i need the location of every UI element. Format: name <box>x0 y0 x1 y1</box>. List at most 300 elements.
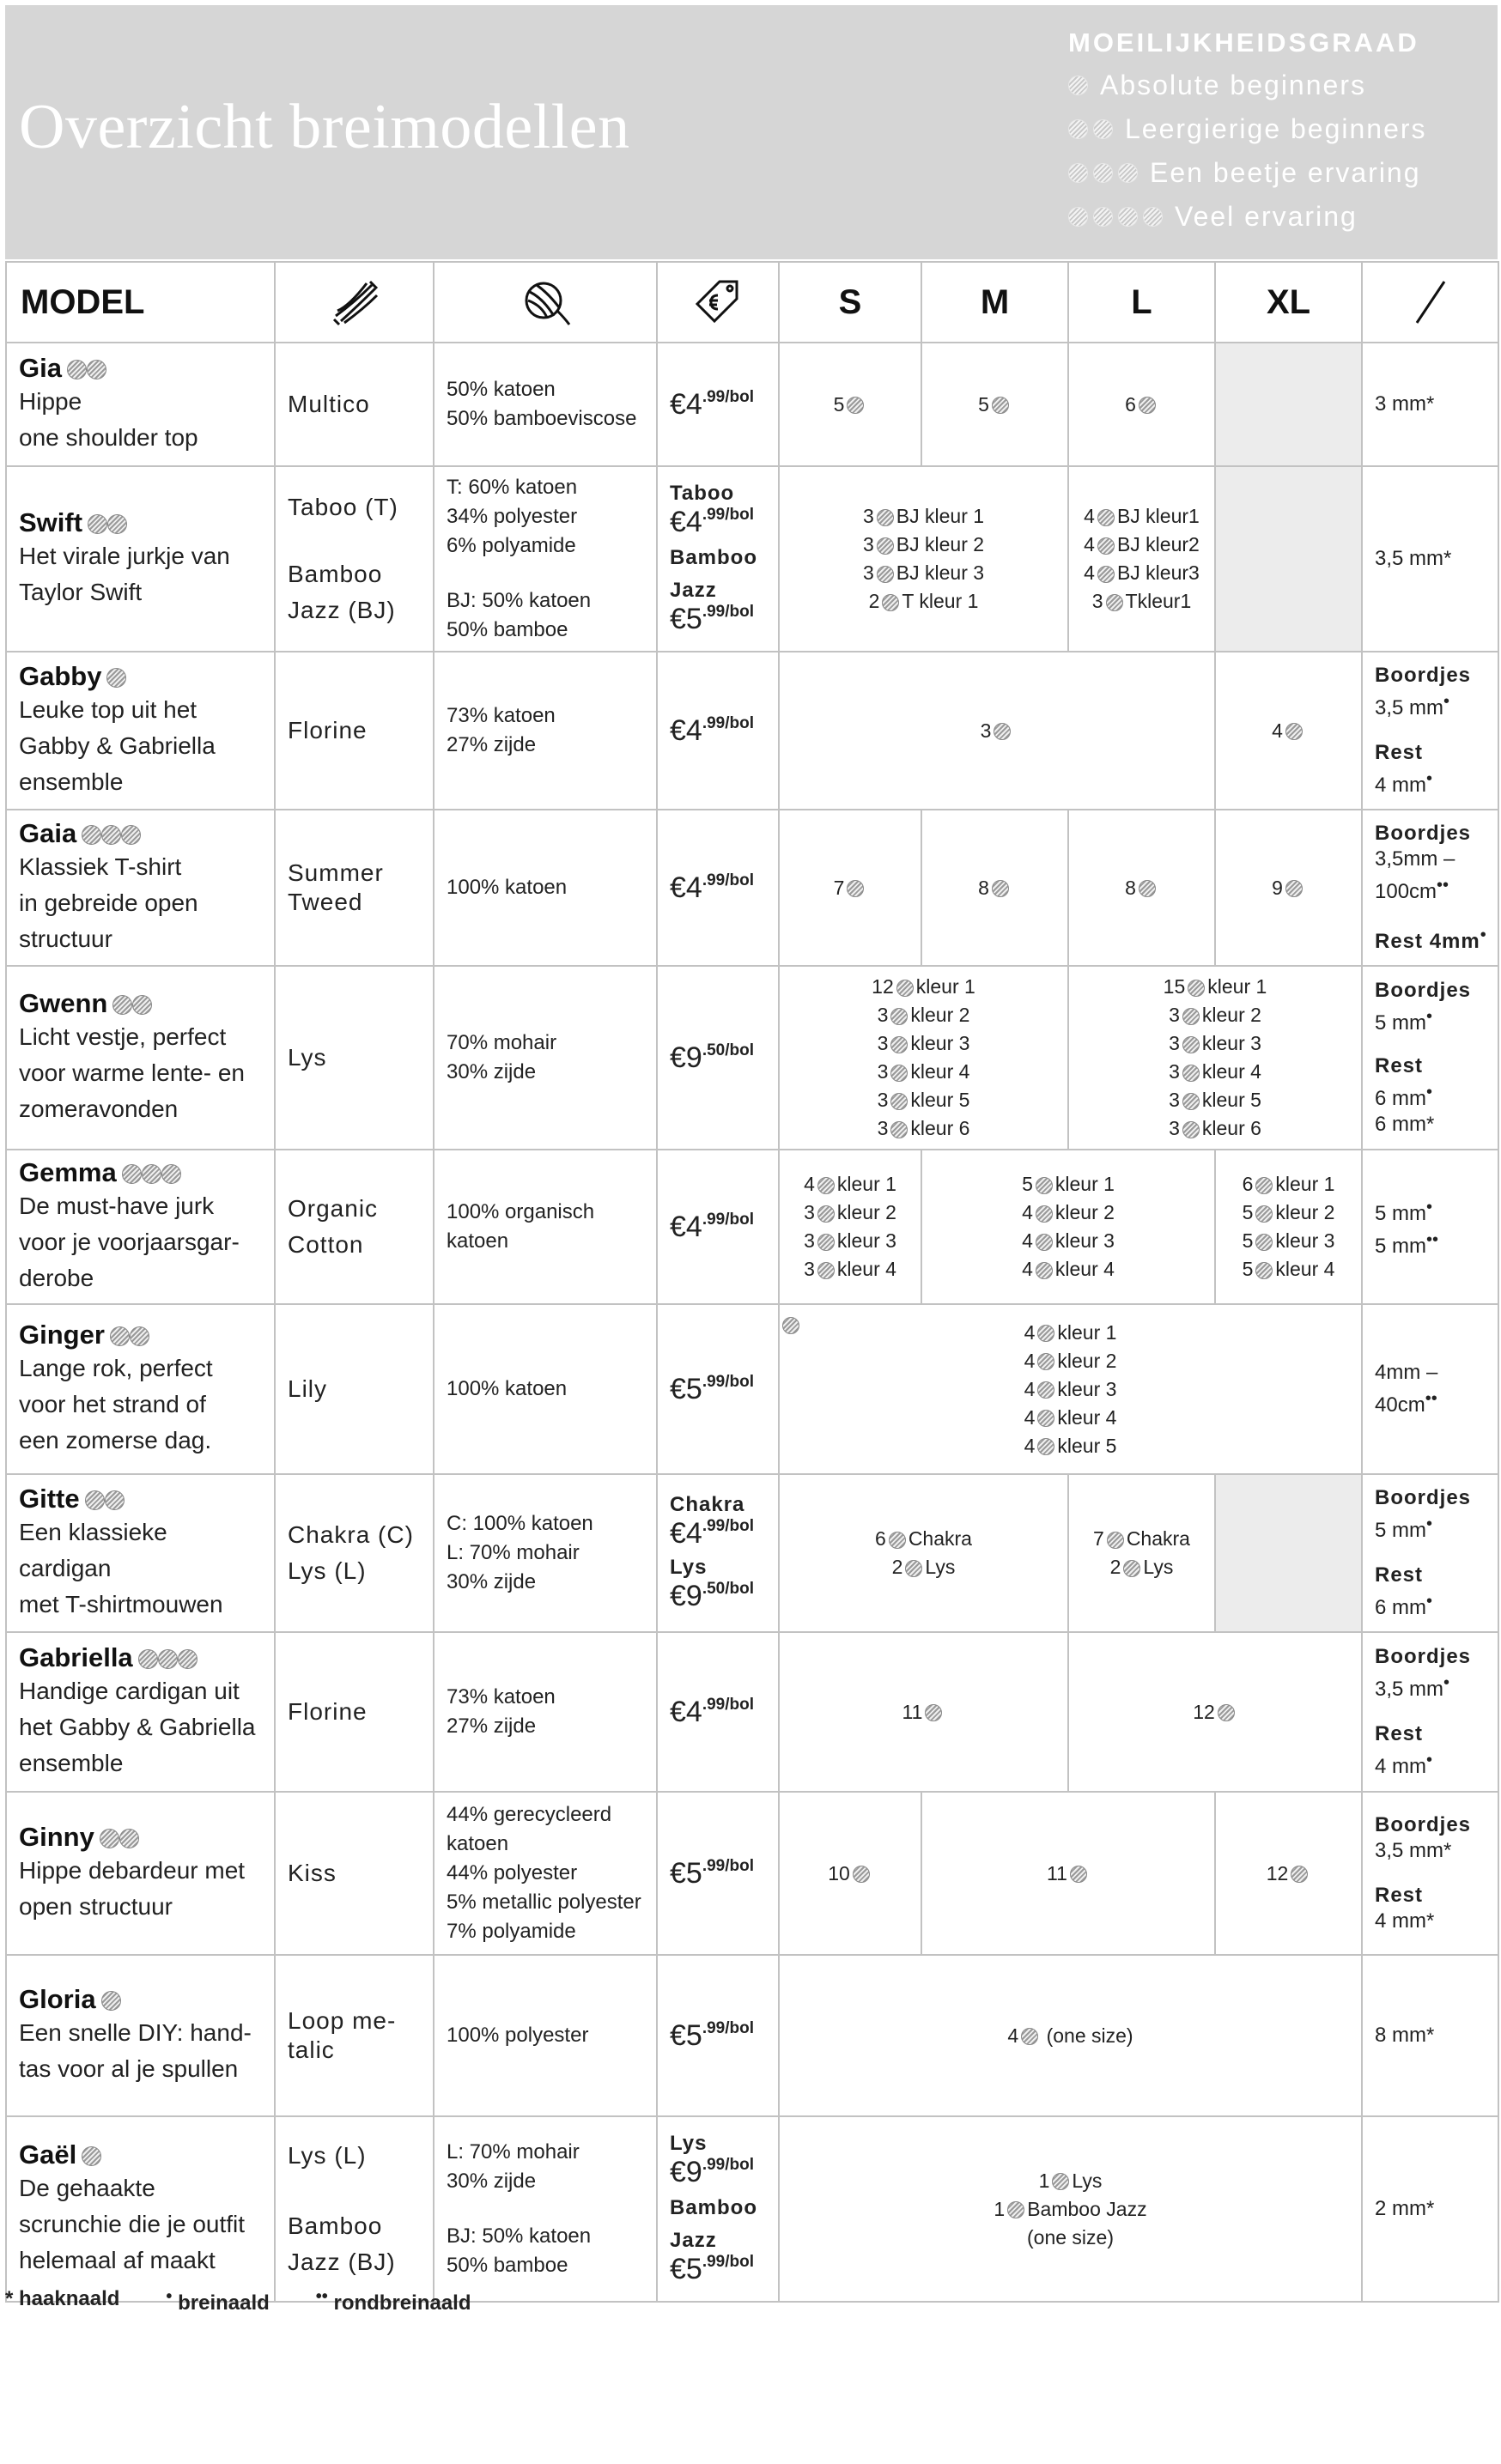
text-value: • <box>1426 1592 1433 1611</box>
yarn-ball-icon <box>112 995 132 1015</box>
text-value: 70% mohair <box>447 1031 557 1054</box>
text-value: 6 mm* <box>1375 1113 1435 1136</box>
yarn-ball-icon <box>132 995 152 1015</box>
text-value: Rest <box>1375 1563 1424 1587</box>
text-value: 3 <box>804 1201 815 1223</box>
text-value: 4 <box>1024 1377 1036 1400</box>
model-cell <box>6 1792 275 1955</box>
text-value: Klassiek T-shirt <box>19 853 182 880</box>
yarn-ball-icon <box>122 1164 142 1184</box>
size-l-qty <box>1068 466 1215 652</box>
yarn-ball-icon <box>142 1164 161 1184</box>
needle-cell <box>1362 1632 1498 1792</box>
text-value: 3 <box>804 1229 815 1252</box>
price-cell <box>657 966 779 1150</box>
text-value: €5 <box>670 1372 702 1405</box>
text-value: 3,5 mm* <box>1375 1839 1452 1862</box>
size-xl-qty <box>1215 1792 1362 1955</box>
text-value: een zomerse dag. <box>19 1427 212 1454</box>
text-value: €4 <box>670 387 702 421</box>
needle-cell <box>1362 1474 1498 1632</box>
text-value: kleur 2 <box>1057 1349 1117 1372</box>
model-name: Ginny <box>19 1822 94 1852</box>
text-value: .99/bol <box>702 1372 755 1391</box>
text-value: 4mm – <box>1375 1361 1438 1384</box>
yarn-ball-icon <box>1068 207 1088 227</box>
yarn-ball-icon <box>119 1829 139 1848</box>
text-value: 8 <box>1125 876 1136 899</box>
model-cell <box>6 1304 275 1474</box>
text-value: €5 <box>670 2018 702 2052</box>
text-value: .99/bol <box>702 1856 755 1875</box>
yarn-ball-icon <box>1107 1532 1124 1549</box>
yarn-ball-icon <box>817 1205 835 1223</box>
text-value: 3 <box>804 1258 815 1280</box>
yarn-cell <box>275 810 434 966</box>
text-value: kleur 1 <box>1207 975 1267 998</box>
text-value: •• <box>315 2287 328 2306</box>
text-value: 8 <box>978 876 989 899</box>
size-s-qty <box>779 1150 921 1304</box>
text-value: structuur <box>19 926 112 952</box>
size-m-qty <box>921 810 1068 966</box>
text-value: kleur 4 <box>836 1258 896 1280</box>
text-value: Handige cardigan uit <box>19 1678 240 1704</box>
price-cell <box>657 1632 779 1792</box>
yarn-ball-icon <box>1118 163 1138 183</box>
difficulty-icon <box>112 988 152 1019</box>
text-value: .99/bol <box>702 713 755 732</box>
text-value: Rest 4mm <box>1375 930 1480 953</box>
text-value: L: 70% mohair <box>447 1541 580 1564</box>
text-value: €4 <box>670 713 702 747</box>
yarn-ball-icon <box>877 509 894 526</box>
text-value: kleur 2 <box>1201 1004 1261 1026</box>
size-all-qty <box>779 1304 1362 1474</box>
text-value: scrunchie die je outfit <box>19 2211 246 2237</box>
yarn-ball-icon <box>1255 1234 1273 1251</box>
size-xl-qty <box>1215 652 1362 810</box>
text-value: 6 <box>1242 1173 1254 1195</box>
text-value: (one size) <box>1027 2225 1114 2249</box>
difficulty-icon <box>67 353 106 384</box>
size-s-qty <box>779 810 921 966</box>
composition-cell <box>434 2116 657 2302</box>
composition-cell <box>434 1150 657 1304</box>
text-value: 4 <box>1022 1201 1033 1223</box>
text-value: €4 <box>670 506 702 538</box>
yarn-ball-icon <box>817 1177 835 1194</box>
yarn-skein-icon <box>275 262 434 343</box>
yarn-ball-icon <box>82 825 101 845</box>
text-value: helemaal af maakt <box>19 2247 216 2273</box>
text-value: 3 <box>862 561 874 584</box>
composition-cell <box>434 1955 657 2116</box>
text-value: Jazz (BJ) <box>288 597 396 623</box>
text-value: 1 <box>994 2197 1006 2220</box>
yarn-ball-icon <box>1123 1560 1140 1577</box>
composition-cell <box>434 966 657 1150</box>
text-value: 3 <box>877 1060 889 1083</box>
text-value: 73% katoen <box>447 1685 556 1708</box>
col-model: MODEL <box>6 262 275 343</box>
yarn-ball-icon <box>890 1093 908 1110</box>
yarn-ball-icon <box>1068 207 1163 227</box>
text-value: zomeravonden <box>19 1095 179 1122</box>
model-cell <box>6 2116 275 2302</box>
yarn-ball-icon <box>1037 1381 1054 1399</box>
yarn-ball-icon <box>890 1036 908 1053</box>
model-name: Gwenn <box>19 988 108 1018</box>
text-value: Rest <box>1375 1054 1424 1077</box>
text-value: T: 60% katoen <box>447 476 578 499</box>
text-value: • <box>1443 692 1450 711</box>
text-value: 50% bamboe <box>447 618 568 641</box>
text-value: De gehaakte <box>19 2175 155 2201</box>
needle-cell <box>1362 1792 1498 1955</box>
size-l-qty <box>1068 1474 1215 1632</box>
text-value: Boordjes <box>1375 822 1472 845</box>
text-value: Lys <box>1072 2169 1103 2192</box>
text-value: voor je voorjaarsgar- <box>19 1229 240 1255</box>
text-value: 50% katoen <box>447 378 556 401</box>
size-lxl-qty <box>1068 966 1362 1150</box>
text-value: kleur 6 <box>910 1117 970 1139</box>
yarn-cell: Lily <box>275 1304 434 1474</box>
text-value: 6% polyamide <box>447 534 576 557</box>
text-value: Lys <box>670 2132 708 2155</box>
text-value: kleur 1 <box>1275 1173 1335 1195</box>
model-cell <box>6 810 275 966</box>
yarn-ball-icon <box>161 1164 181 1184</box>
text-value: .99/bol <box>702 387 755 406</box>
difficulty-icon <box>110 1320 149 1350</box>
text-value: kleur 5 <box>910 1089 970 1111</box>
text-value: Taylor Swift <box>19 579 143 605</box>
composition-cell <box>434 1632 657 1792</box>
yarn-ball-icon <box>1068 163 1088 183</box>
yarn-ball-icon <box>1068 119 1113 139</box>
text-value: 27% zijde <box>447 733 537 756</box>
text-value: 2 <box>891 1556 903 1578</box>
yarn-ball-icon <box>1143 207 1163 227</box>
yarn-ball-icon <box>1037 1325 1054 1342</box>
text-value: Bamboo Jazz <box>1027 2197 1147 2220</box>
text-value: BJ: 50% katoen <box>447 589 592 612</box>
text-value: kleur 4 <box>910 1060 970 1083</box>
yarn-ball-icon <box>994 723 1011 740</box>
size-sm-qty <box>779 1632 1068 1792</box>
text-value: 44% polyester <box>447 1861 578 1884</box>
text-value: voor warme lente- en <box>19 1059 246 1086</box>
yarn-ball-icon <box>1291 1866 1308 1883</box>
yarn-ball-icon <box>882 594 899 611</box>
text-value: 3 <box>1169 1117 1180 1139</box>
model-name: Gaia <box>19 818 77 848</box>
difficulty-legend <box>1068 27 1427 239</box>
text-value: 2 <box>1109 1556 1121 1578</box>
yarn-ball-icon <box>106 668 126 688</box>
text-value: katoen <box>447 1832 509 1855</box>
model-cell <box>6 966 275 1150</box>
yarn-ball-icon <box>107 514 127 534</box>
text-value: .50/bol <box>702 1580 755 1598</box>
legend-level-2 <box>1068 107 1427 151</box>
text-value: Organic <box>288 1195 379 1222</box>
yarn-ball-icon <box>877 566 894 583</box>
text-value: Bamboo <box>670 546 757 569</box>
text-value: Jazz <box>670 579 717 602</box>
text-value: 50% bamboeviscose <box>447 407 637 430</box>
text-value: .99/bol <box>702 2253 755 2271</box>
text-value: Een klassieke cardigan <box>19 1519 167 1581</box>
table-row <box>6 652 1498 810</box>
text-value: in gebreide open <box>19 889 198 916</box>
text-value: 4 <box>1272 719 1283 742</box>
size-s-qty <box>779 343 921 466</box>
text-value: 9 <box>1272 876 1283 899</box>
yarn-ball-icon <box>877 537 894 555</box>
text-value: Lys <box>1143 1556 1174 1578</box>
text-value: 5 mm <box>1375 1202 1426 1225</box>
text-value: 15 <box>1163 975 1186 998</box>
yarn-cell <box>275 466 434 652</box>
table-row <box>6 1474 1498 1632</box>
page-title: Overzicht breimodellen <box>19 92 630 162</box>
text-value: 100% organisch <box>447 1200 595 1223</box>
yarn-ball-icon <box>905 1560 922 1577</box>
text-value: 100% katoen <box>447 1377 568 1400</box>
price-cell <box>657 343 779 466</box>
text-value: 4 <box>1024 1434 1036 1457</box>
text-value: 34% polyester <box>447 505 578 528</box>
text-value: 6 <box>875 1527 886 1550</box>
text-value: kleur 4 <box>1057 1405 1117 1429</box>
text-value: kleur 4 <box>1054 1258 1115 1280</box>
table-row <box>6 1955 1498 2116</box>
table-row <box>6 343 1498 466</box>
text-value: 1 <box>1038 2169 1050 2192</box>
text-value: Chakra <box>670 1493 745 1516</box>
difficulty-icon <box>100 1822 139 1853</box>
text-value: 3,5 mm <box>1375 696 1444 719</box>
text-value: Taboo (T) <box>288 494 398 520</box>
yarn-ball-icon <box>101 1991 121 2011</box>
text-value: BJ kleur2 <box>1116 533 1200 555</box>
text-value: C: 100% katoen <box>447 1512 593 1535</box>
text-value: 100cm <box>1375 880 1437 903</box>
text-value: * <box>5 2287 14 2310</box>
text-value: €9 <box>670 2156 702 2188</box>
difficulty-icon <box>82 818 141 849</box>
yarn-ball-icon <box>1068 76 1088 95</box>
text-value: €4 <box>670 1695 702 1728</box>
yarn-ball-icon <box>1218 1704 1235 1721</box>
text-value: BJ kleur3 <box>1116 561 1200 584</box>
text-value: De must-have jurk <box>19 1193 215 1219</box>
text-value: 3 <box>1169 1060 1180 1083</box>
text-value: BJ kleur 3 <box>896 561 985 584</box>
text-value: 3 <box>1169 1089 1180 1111</box>
text-value: kleur 4 <box>1275 1258 1335 1280</box>
text-value: €5 <box>670 2253 702 2285</box>
text-value: 3 <box>877 1032 889 1054</box>
text-value: 4 <box>804 1173 815 1195</box>
text-value: Bamboo <box>288 2212 383 2239</box>
model-name: Gaël <box>19 2139 77 2170</box>
text-value: Bamboo <box>288 561 383 587</box>
text-value: 30% zijde <box>447 2170 537 2193</box>
yarn-ball-icon <box>1097 566 1115 583</box>
yarn-ball-icon <box>1188 980 1205 997</box>
text-value: 3 <box>877 1117 889 1139</box>
text-value: kleur 2 <box>1275 1201 1335 1223</box>
text-value: 100% polyester <box>447 2024 589 2047</box>
text-value: • <box>1426 769 1433 788</box>
text-value: Boordjes <box>1375 1486 1472 1509</box>
yarn-ball-icon <box>87 360 106 379</box>
text-value: Boordjes <box>1375 1645 1472 1668</box>
text-value: kleur 2 <box>910 1004 970 1026</box>
composition-cell <box>434 466 657 652</box>
text-value: haaknaald <box>19 2287 120 2310</box>
yarn-ball-icon <box>1070 1866 1087 1883</box>
size-xl-qty <box>1215 1474 1362 1632</box>
text-value: 5 mm <box>1375 1235 1426 1258</box>
text-value: Leuke top uit het <box>19 696 198 723</box>
yarn-ball-icon <box>1036 1262 1053 1279</box>
text-value: 3 <box>862 533 874 555</box>
text-value: 11 <box>1047 1861 1067 1884</box>
text-value: 6 mm <box>1375 1087 1426 1110</box>
footnote <box>316 2287 471 2315</box>
yarn-ball-icon <box>853 1866 870 1883</box>
text-value: derobe <box>19 1265 94 1291</box>
text-value: kleur 3 <box>1201 1032 1261 1054</box>
text-value: .99/bol <box>702 2156 755 2174</box>
text-value: Chakra <box>908 1527 972 1550</box>
price-cell <box>657 810 779 966</box>
text-value: Rest <box>1375 1884 1424 1907</box>
needle-cell: 2 mm* <box>1362 2116 1498 2302</box>
text-value: 2 <box>868 590 880 612</box>
yarn-ball-icon <box>925 1704 942 1721</box>
model-cell <box>6 652 275 810</box>
text-value: Een snelle DIY: hand- <box>19 2019 252 2046</box>
text-value: voor het strand of <box>19 1391 206 1417</box>
text-value: €5 <box>670 603 702 635</box>
yarn-ball-icon <box>1182 1093 1200 1110</box>
yarn-ball-icon <box>101 825 121 845</box>
text-value: • <box>1480 926 1486 944</box>
yarn-ball-icon <box>1007 2201 1024 2218</box>
text-value: (one size) <box>1046 2024 1133 2047</box>
text-value: 5 <box>1242 1201 1254 1223</box>
text-value: Lys (L) <box>288 2142 367 2169</box>
text-value: breinaald <box>178 2291 270 2315</box>
text-value: 3 <box>1091 590 1103 612</box>
yarn-ball-icon <box>1139 397 1156 414</box>
yarn-ball-icon <box>178 1649 198 1669</box>
text-value: • <box>1426 1007 1433 1026</box>
text-value: Boordjes <box>1375 664 1472 687</box>
needle-cell <box>1362 810 1498 966</box>
yarn-cell <box>275 1474 434 1632</box>
yarn-ball-icon <box>1097 537 1115 555</box>
text-value: .99/bol <box>702 1210 755 1229</box>
size-xl-qty <box>1215 466 1362 652</box>
text-value: 50% bamboe <box>447 2254 568 2277</box>
yarn-ball-icon <box>992 880 1009 897</box>
yarn-ball-icon <box>88 514 107 534</box>
yarn-ball-icon <box>817 1262 835 1279</box>
text-value: 5% metallic polyester <box>447 1890 641 1914</box>
text-value: .99/bol <box>702 1517 755 1535</box>
text-value: BJ: 50% katoen <box>447 2224 592 2248</box>
text-value: 4 <box>1084 561 1095 584</box>
text-value: 4 <box>1084 505 1095 527</box>
text-value: • <box>1426 1751 1433 1769</box>
text-value: 3 <box>877 1004 889 1026</box>
text-value: 30% zijde <box>447 1570 537 1593</box>
text-value: Jazz <box>670 2229 717 2252</box>
text-value: Bamboo <box>670 2196 757 2219</box>
price-cell <box>657 1150 779 1304</box>
text-value: €4 <box>670 1517 702 1550</box>
text-value: €4 <box>670 871 702 904</box>
text-value: • <box>1426 1514 1433 1533</box>
difficulty-icon <box>88 507 127 538</box>
text-value: kleur 3 <box>1054 1229 1115 1252</box>
model-cell <box>6 343 275 466</box>
text-value: T kleur 1 <box>902 590 979 612</box>
text-value: Rest <box>1375 741 1424 764</box>
text-value: .99/bol <box>702 603 755 621</box>
size-ml-qty <box>921 1792 1215 1955</box>
model-name: Gia <box>19 353 62 383</box>
text-value: kleur 6 <box>1201 1117 1261 1139</box>
yarn-ball-icon <box>847 397 864 414</box>
yarn-ball-icon <box>1036 1177 1053 1194</box>
size-m-qty <box>921 343 1068 466</box>
text-value: tas voor al je spullen <box>19 2055 239 2082</box>
model-name: Gabby <box>19 661 102 691</box>
page-header <box>5 5 1498 259</box>
yarn-cell <box>275 1150 434 1304</box>
text-value: 4 mm <box>1375 774 1426 797</box>
needle-cell: 3,5 mm* <box>1362 466 1498 652</box>
footnotes <box>5 2287 471 2315</box>
yarn-ball-icon <box>1037 1438 1054 1455</box>
yarn-ball-icon <box>82 2146 101 2166</box>
text-value: kleur 1 <box>1057 1320 1117 1344</box>
text-value: kleur 3 <box>836 1229 896 1252</box>
table-row <box>6 966 1498 1150</box>
yarn-ball-icon <box>100 1829 119 1848</box>
col-xl: XL <box>1215 262 1362 343</box>
composition-cell <box>434 343 657 466</box>
legend-level-4 <box>1068 195 1427 239</box>
text-value: 5 <box>1242 1258 1254 1280</box>
text-value: •• <box>1426 1230 1439 1249</box>
model-name: Gemma <box>19 1157 117 1187</box>
text-value: kleur 1 <box>1054 1173 1115 1195</box>
needle-cell <box>1362 1150 1498 1304</box>
difficulty-icon <box>82 2139 101 2170</box>
text-value: katoen <box>447 1229 509 1253</box>
text-value: Lange rok, perfect <box>19 1355 213 1381</box>
price-cell <box>657 2116 779 2302</box>
